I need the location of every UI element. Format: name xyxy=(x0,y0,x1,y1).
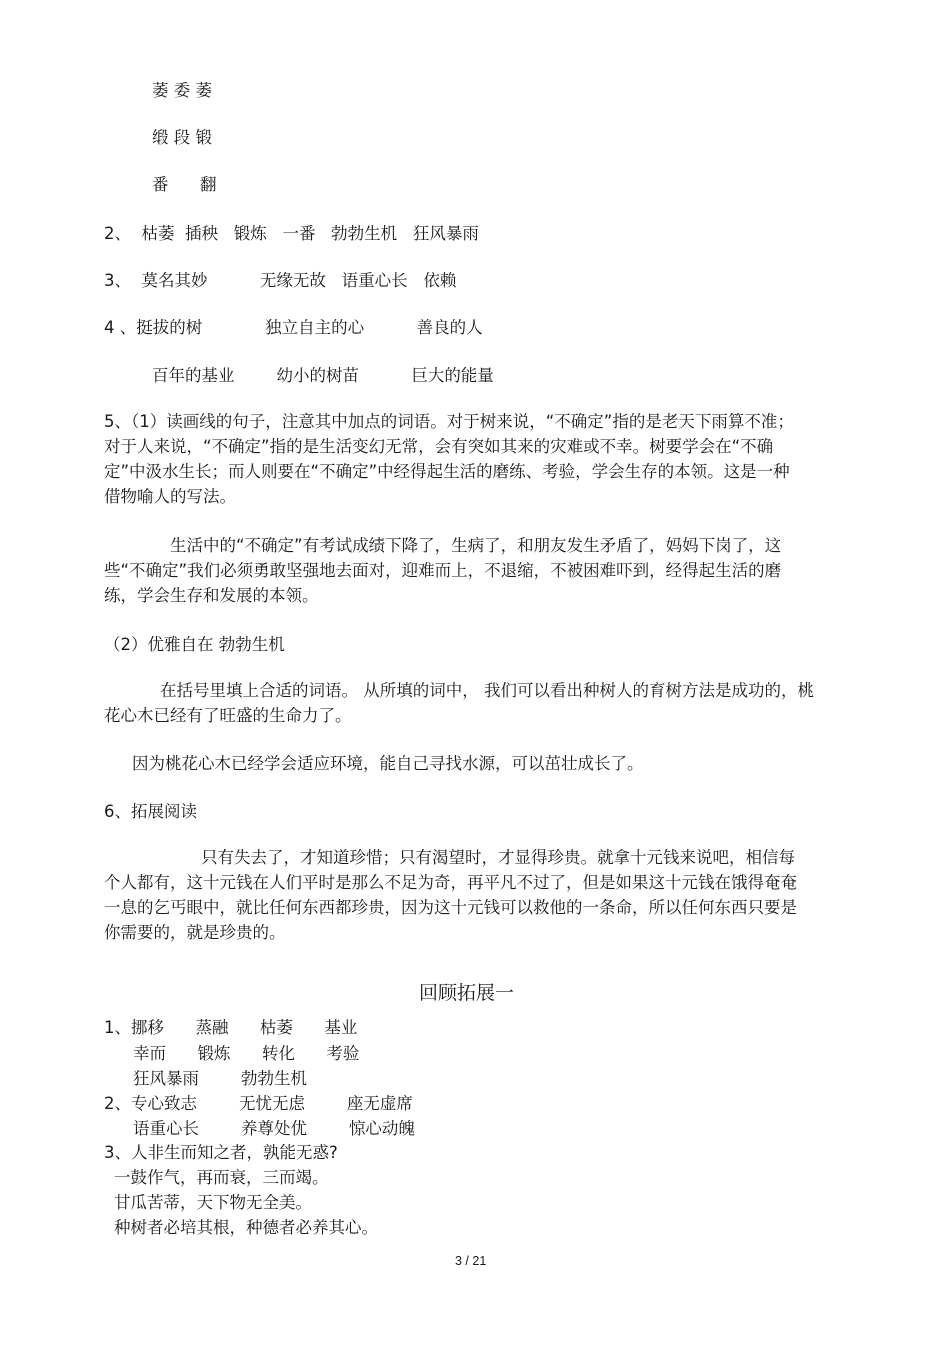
page-number: 3 / 21 xyxy=(455,1254,487,1268)
review-1-line-3: 狂风暴雨 勃勃生机 xyxy=(133,1069,307,1088)
answer-5-example: 生活中的“不确定”有考试成绩下降了，生病了，和朋友发生矛盾了，妈妈下岗了，这些“不确定”我们必须勇敢坚强地去面对，迎难而上，不退缩，不被困难吓到，经得起生活的磨练，学会生存和发展的本领。 xyxy=(104,536,782,605)
answer-5-explanation: 在括号里填上合适的词语。 从所填的词中， 我们可以看出种树人的育树方法是成功的，桃花心木已经有了旺盛的生命力了。 xyxy=(104,681,814,725)
review-2-line-2: 语重心长 养尊处优 惊心动魄 xyxy=(133,1119,415,1138)
review-1-line-1: 1、挪移 蒸融 枯萎 基业 xyxy=(104,1018,358,1037)
review-2-line-1: 2、专心致志 无忧无虑 座无虚席 xyxy=(104,1094,413,1113)
review-3-line-1: 3、人非生而知之者，孰能无惑? xyxy=(104,1143,338,1162)
answer-4: 4 、挺拔的树 独立自主的心 善良的人 xyxy=(104,318,483,337)
word-group-fan: 番 翻 xyxy=(152,175,217,194)
word-group-wei: 萎 委 萎 xyxy=(152,81,212,100)
answer-5-reason: 因为桃花心木已经学会适应环境，能自己寻找水源，可以茁壮成长了。 xyxy=(132,754,644,773)
review-1-line-2: 幸而 锻炼 转化 考验 xyxy=(133,1044,360,1063)
answer-3: 3、 莫名其妙 无缘无故 语重心长 依赖 xyxy=(104,271,457,290)
section-title: 回顾拓展一 xyxy=(419,982,515,1004)
answer-4-continued: 百年的基业 幼小的树苗 巨大的能量 xyxy=(152,366,494,385)
review-3-line-4: 种树者必培其根，种德者必养其心。 xyxy=(114,1218,378,1237)
word-group-duan: 缎 段 锻 xyxy=(152,128,212,147)
answer-2: 2、 枯萎 插秧 锻炼 一番 勃勃生机 狂风暴雨 xyxy=(104,224,479,243)
answer-6-title: 6、拓展阅读 xyxy=(104,802,197,821)
review-3-line-3: 甘瓜苦蒂，天下物无全美。 xyxy=(114,1193,312,1212)
answer-5-part-2: （2）优雅自在 勃勃生机 xyxy=(104,635,285,654)
answer-6-reading: 只有失去了，才知道珍惜；只有渴望时，才显得珍贵。就拿十元钱来说吧，相信每个人都有，这十元钱在人们平时是那么不足为奇，再平凡不过了，但是如果这十元钱在饿得奄奄一息的乞丐眼中，就比任何东西都珍贵，因为这十元钱可以救他的一条命，所以任何东西只要是你需要的，就是珍贵的。 xyxy=(104,848,797,942)
review-3-line-2: 一鼓作气，再而衰，三而竭。 xyxy=(114,1168,329,1187)
answer-5-part-1: 5、（1）读画线的句子，注意其中加点的词语。对于树来说，“不确定”指的是老天下雨算不准；对于人来说，“不确定”指的是生活变幻无常，会有突如其来的灾难或不幸。树要学会在“不确定”中汲水生长；而人则要在“不确定”中经得起生活的磨练、考验，学会生存的本领。这是一种借物喻人的写法。 xyxy=(104,412,794,506)
